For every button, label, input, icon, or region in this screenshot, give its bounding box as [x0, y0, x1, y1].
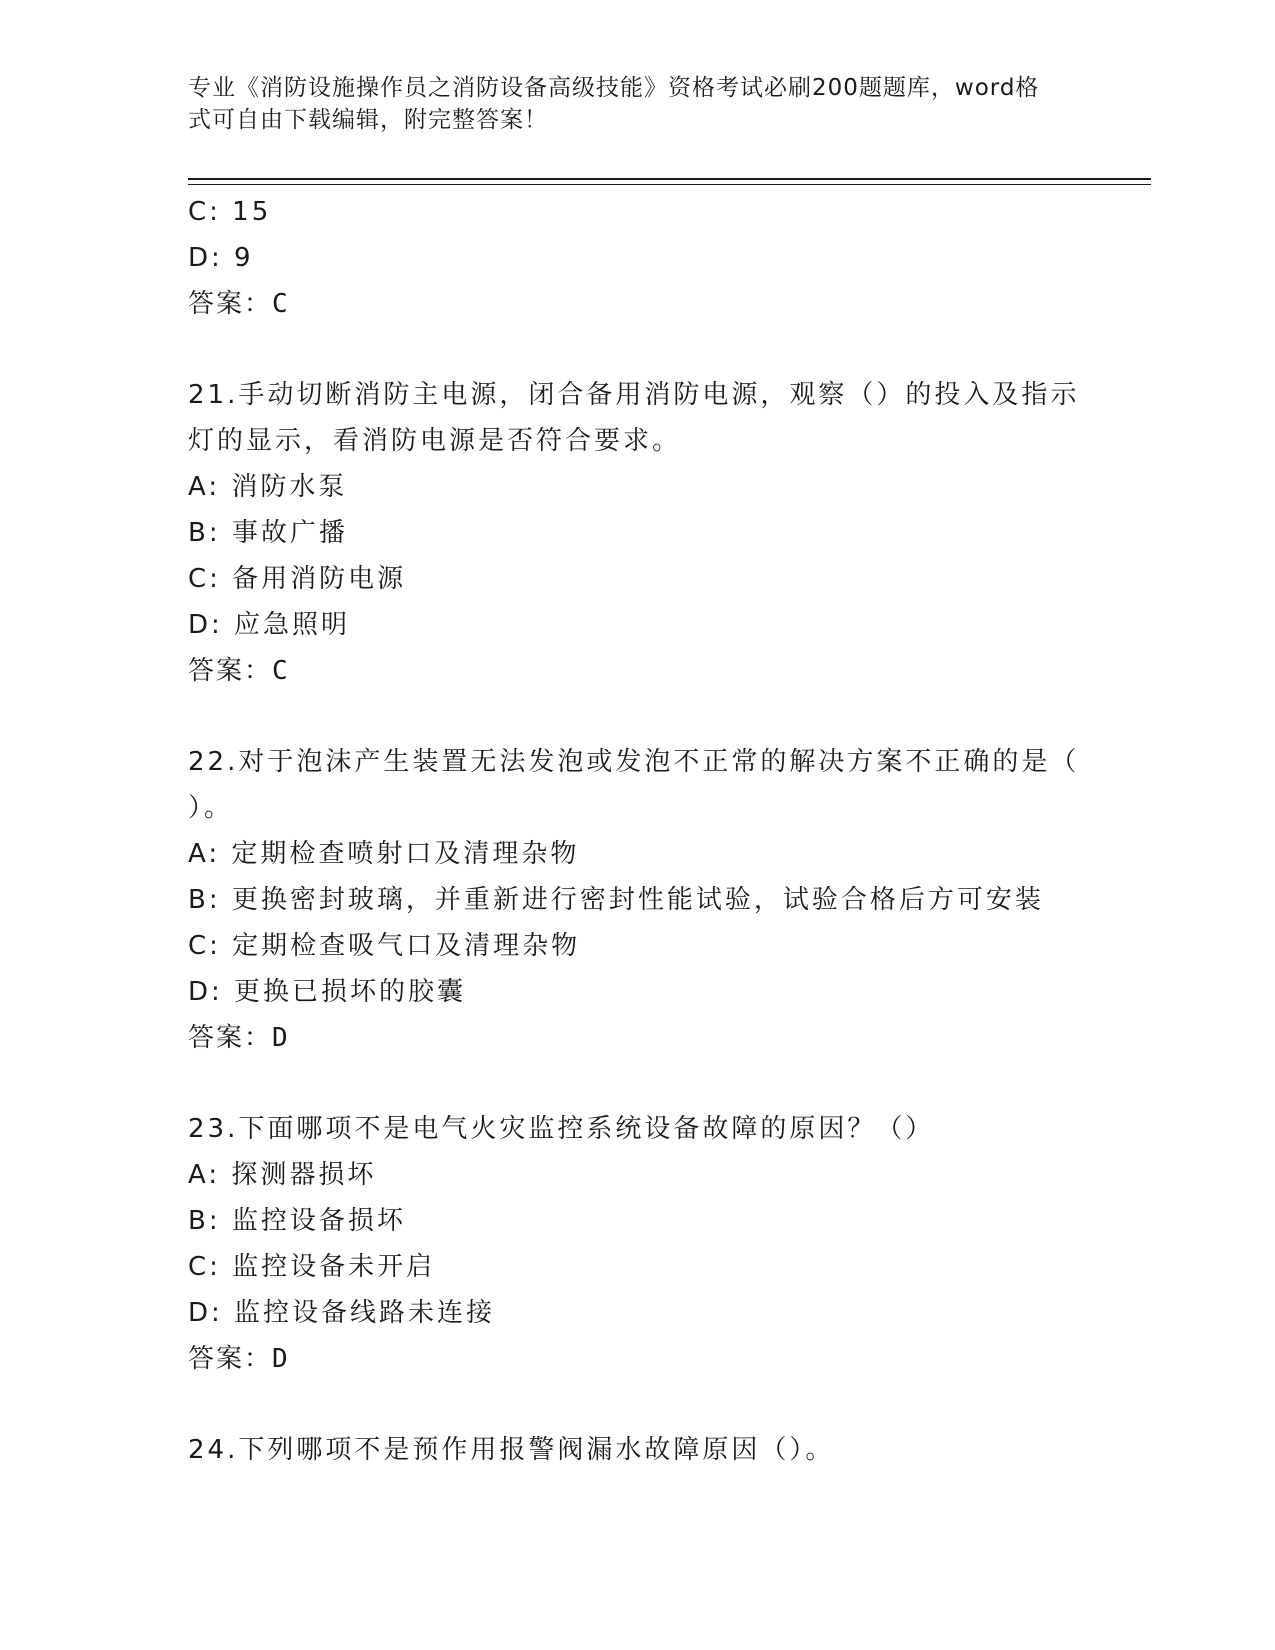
answer: 答案：D [188, 1344, 290, 1374]
question-22 [188, 739, 1088, 1061]
question-stem-line-2: 灯的显示，看消防电源是否符合要求。 [188, 426, 682, 456]
header-rule-thin [188, 184, 1151, 185]
answer: 答案：C [188, 656, 290, 686]
question-21 [188, 372, 1088, 694]
option-c: C: 备用消防电源 [188, 564, 407, 594]
option-a: A: 消防水泵 [188, 472, 348, 502]
question-stem-line-1: 24.下列哪项不是预作用报警阀漏水故障原因（）。 [188, 1435, 835, 1465]
question-stem-line-2: ）。 [188, 793, 234, 823]
option-a: A: 定期检查喷射口及清理杂物 [188, 839, 580, 869]
option-c: C: 定期检查吸气口及清理杂物 [188, 931, 581, 961]
question-stem-line-1: 23.下面哪项不是电气火灾监控系统设备故障的原因？（） [188, 1114, 935, 1144]
option-a: A: 探测器损坏 [188, 1160, 377, 1190]
header-line-1: 专业《消防设施操作员之消防设备高级技能》资格考试必刷200题题库，word格 [188, 75, 1040, 101]
option-b: B: 更换密封玻璃，并重新进行密封性能试验，试验合格后方可安装 [188, 885, 1044, 915]
header-rule-thick [188, 178, 1151, 180]
question-24 [188, 1427, 1088, 1473]
question-stem-line-1: 22.对于泡沫产生装置无法发泡或发泡不正常的解决方案不正确的是（ [188, 747, 1080, 777]
option-d: D: 更换已损坏的胶囊 [188, 977, 467, 1007]
document-header [188, 72, 1068, 136]
header-line-2: 式可自由下载编辑，附完整答案！ [188, 107, 548, 133]
option-d: D: 9 [188, 243, 254, 273]
previous-question-tail [188, 189, 1088, 327]
question-stem-line-1: 21.手动切断消防主电源，闭合备用消防电源，观察（）的投入及指示 [188, 380, 1080, 410]
option-c: C: 监控设备未开启 [188, 1252, 436, 1282]
option-d: D: 应急照明 [188, 610, 351, 640]
option-b: B: 监控设备损坏 [188, 1206, 406, 1236]
question-23 [188, 1106, 1088, 1382]
answer: 答案：C [188, 289, 290, 319]
option-b: B: 事故广播 [188, 518, 348, 548]
answer: 答案：D [188, 1023, 290, 1053]
document-body [188, 189, 1088, 1473]
option-c: C: 15 [188, 197, 272, 227]
option-d: D: 监控设备线路未连接 [188, 1298, 496, 1328]
